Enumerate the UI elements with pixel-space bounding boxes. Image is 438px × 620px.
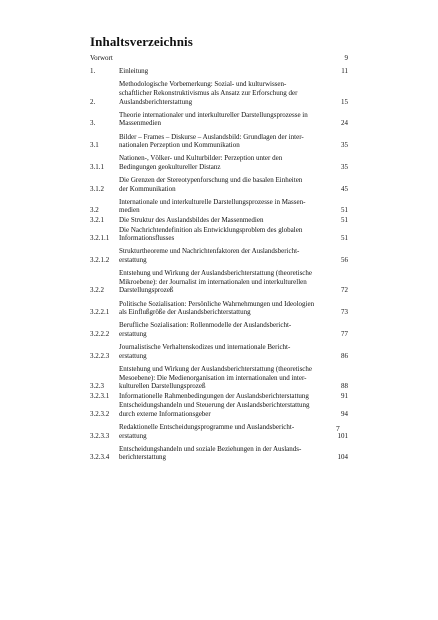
toc-entry xyxy=(90,176,348,193)
toc-entry-page: 73 xyxy=(341,308,348,317)
toc-entry-page: 51 xyxy=(341,234,348,243)
toc-entry-title xyxy=(119,392,341,401)
toc-entry-title-line: Entstehung und Wirkung der Auslandsberichterstattung (theoretische xyxy=(119,269,313,278)
toc-entry-page: 51 xyxy=(341,206,348,215)
toc-entry xyxy=(90,198,348,215)
toc-entry-number: 3.2 xyxy=(90,206,99,215)
toc-entry-title-line: Entscheidungshandeln und Steuerung der Auslandsberichterstattung xyxy=(119,401,310,410)
toc-entry-page: 15 xyxy=(341,97,348,106)
toc-entry-page: 9 xyxy=(344,54,348,62)
toc-entry xyxy=(90,247,348,264)
toc-entry-title-line: Massenmedien xyxy=(119,119,161,128)
toc-entry-number: 3.2.1.1 xyxy=(90,234,110,243)
toc-entry-title-line: nationalen Perzeption und Kommunikation xyxy=(119,141,240,150)
toc-entry-title-line: der Kommunikation xyxy=(119,184,176,193)
toc-entry-page: 11 xyxy=(341,67,348,76)
toc-entry-number: 3.2.3.3 xyxy=(90,431,110,440)
toc-entry xyxy=(90,423,348,440)
toc-entry xyxy=(90,365,348,391)
toc-entry-title-line: Strukturtheoreme und Nachrichtenfaktoren der Auslandsbericht- xyxy=(119,247,300,256)
toc-entry-title xyxy=(119,226,341,243)
toc-entry xyxy=(90,154,348,171)
toc-entry-number: 1. xyxy=(90,67,96,76)
toc-entry-title-line: schaftlicher Rekonstruktivismus als Ansatz zur Erforschung der xyxy=(119,88,298,97)
toc-entry-title-line: erstattung xyxy=(119,351,147,360)
toc-entry-number: 3.2.3.2 xyxy=(90,409,110,418)
toc-entry-title xyxy=(119,111,341,128)
toc-entry xyxy=(90,392,348,401)
toc-entry-page: 35 xyxy=(341,162,348,171)
toc-entry xyxy=(90,226,348,243)
toc-entry-title-line: Politische Sozialisation: Persönliche Wahrnehmungen und Ideologien xyxy=(119,299,315,308)
toc-entry-number: 3. xyxy=(90,119,96,128)
toc-entry xyxy=(90,80,348,106)
toc-entry-number: 3.2.3 xyxy=(90,382,104,391)
toc-entry-title xyxy=(119,401,341,418)
toc-entry-title-line: Entstehung und Wirkung der Auslandsberichterstattung (theoretische xyxy=(119,364,313,373)
toc-entry-title-line: berichterstattung xyxy=(119,453,167,462)
toc-entry xyxy=(90,269,348,295)
toc-entry-title xyxy=(119,445,338,462)
toc-entry-title-line: Mesoebene): Die Medienorganisation im internationalen und inter- xyxy=(119,373,307,382)
toc-entry-title-line: erstattung xyxy=(119,329,147,338)
toc-entry-title xyxy=(119,247,341,264)
toc-entry xyxy=(90,401,348,418)
toc-entry-title xyxy=(119,80,341,106)
toc-entry-number: 3.2.1 xyxy=(90,216,104,225)
toc-entry xyxy=(90,111,348,128)
toc-entry-number: 3.2.2.1 xyxy=(90,308,110,317)
toc-entry-title xyxy=(119,198,341,215)
toc-entry-title xyxy=(119,154,341,171)
toc-entry xyxy=(90,300,348,317)
toc-entry-page: 72 xyxy=(341,286,348,295)
toc-entry-page: 104 xyxy=(337,453,348,462)
toc-entry-page: 77 xyxy=(341,329,348,338)
toc-entry-page: 86 xyxy=(341,351,348,360)
page-title: Inhaltsverzeichnis xyxy=(90,34,193,49)
toc-entry xyxy=(90,54,348,63)
toc-entry-title-line: medien xyxy=(119,206,140,215)
toc-entry-title xyxy=(119,67,341,76)
toc-entry-page: 94 xyxy=(341,409,348,418)
toc-entry-title-line: Einleitung xyxy=(119,67,149,76)
toc-entry-number: 3.2.2.3 xyxy=(90,351,110,360)
table-of-contents xyxy=(90,54,348,467)
toc-entry xyxy=(90,343,348,360)
toc-entry-title-line: Die Struktur des Auslandsbildes der Massenmedien xyxy=(119,216,264,225)
toc-entry-number: Vorwort xyxy=(90,54,113,62)
toc-entry-title-line: Nationen-, Völker- und Kulturbilder: Perzeption unter den xyxy=(119,154,283,163)
toc-entry xyxy=(90,216,348,225)
toc-entry-title-line: Methodologische Vorbemerkung: Sozial- und kulturwissen- xyxy=(119,80,287,89)
toc-entry-title-line: Die Grenzen der Stereotypenforschung und die basalen Einheiten xyxy=(119,176,303,185)
toc-entry-number: 3.1 xyxy=(90,141,99,150)
toc-entry-title-line: Berufliche Sozialisation: Rollenmodelle der Auslandsbericht- xyxy=(119,321,292,330)
toc-entry-page: 35 xyxy=(341,141,348,150)
toc-entry-number: 3.2.2.2 xyxy=(90,329,110,338)
toc-entry-number: 3.2.3.4 xyxy=(90,453,110,462)
toc-entry-title-line: durch externe Informationsgeber xyxy=(119,409,211,418)
toc-entry xyxy=(90,133,348,150)
toc-entry-page: 88 xyxy=(341,382,348,391)
toc-entry-number: 3.1.1 xyxy=(90,162,104,171)
toc-entry-number: 3.2.1.2 xyxy=(90,256,110,265)
toc-entry-title xyxy=(119,216,341,225)
toc-entry-number: 3.1.2 xyxy=(90,184,104,193)
toc-entry-title-line: erstattung xyxy=(119,431,147,440)
toc-entry xyxy=(90,67,348,76)
toc-entry-title-line: Journalistische Verhaltenskodizes und internationale Bericht- xyxy=(119,343,291,352)
toc-entry-number: 3.2.3.1 xyxy=(90,391,110,400)
toc-entry-page: 56 xyxy=(341,256,348,265)
toc-entry-title xyxy=(119,343,341,360)
toc-entry-title-line: als Einflußgröße der Auslandsberichterstattung xyxy=(119,308,251,317)
toc-entry-title-line: Darstellungsprozeß xyxy=(119,286,174,295)
toc-entry-title-line: Internationale und interkulturelle Darstellungsprozesse in Massen- xyxy=(119,197,306,206)
toc-entry-title-line: Entscheidungshandeln und soziale Beziehungen in der Auslands- xyxy=(119,444,302,453)
toc-entry-title-line: Mikroebene): der Journalist im internationalen und interkulturellen xyxy=(119,277,307,286)
page-folio: 7 xyxy=(336,424,340,433)
toc-entry-page: 45 xyxy=(341,184,348,193)
toc-entry-page: 91 xyxy=(341,391,348,400)
toc-entry-title-line: Die Nachrichtendefinition als Entwicklungsproblem des globalen xyxy=(119,225,303,234)
toc-entry-page: 51 xyxy=(341,216,348,225)
toc-entry-title xyxy=(119,321,341,338)
toc-entry-title-line: Auslandsberichterstattung xyxy=(119,97,193,106)
toc-entry xyxy=(90,445,348,462)
toc-entry-title xyxy=(119,176,341,193)
toc-entry-title-line: Informationelle Rahmenbedingungen der Auslandsberichterstattung xyxy=(119,391,309,400)
toc-entry-title xyxy=(119,300,341,317)
toc-entry-title-line: Redaktionelle Entscheidungsprogramme und Auslandsbericht- xyxy=(119,423,295,432)
toc-entry-title-line: Bedingungen geokultureller Distanz xyxy=(119,162,221,171)
toc-entry-number: 2. xyxy=(90,97,96,106)
toc-entry-title-line: erstattung xyxy=(119,256,147,265)
toc-entry-title xyxy=(119,269,341,295)
toc-entry-title xyxy=(119,365,341,391)
toc-entry-number: 3.2.2 xyxy=(90,286,104,295)
toc-entry-title xyxy=(119,423,338,440)
toc-entry xyxy=(90,321,348,338)
toc-entry-title-line: Informationsflusses xyxy=(119,234,175,243)
toc-entry-page: 24 xyxy=(341,119,348,128)
toc-entry-title xyxy=(119,133,341,150)
toc-entry-title-line: kulturellen Darstellungsprozeß xyxy=(119,382,206,391)
toc-entry-page: 101 xyxy=(337,431,348,440)
toc-entry-title-line: Theorie internationaler und interkultureller Darstellungsprozesse in xyxy=(119,110,308,119)
toc-entry-title-line: Bilder – Frames – Diskurse – Auslandsbild: Grundlagen der inter- xyxy=(119,132,304,141)
